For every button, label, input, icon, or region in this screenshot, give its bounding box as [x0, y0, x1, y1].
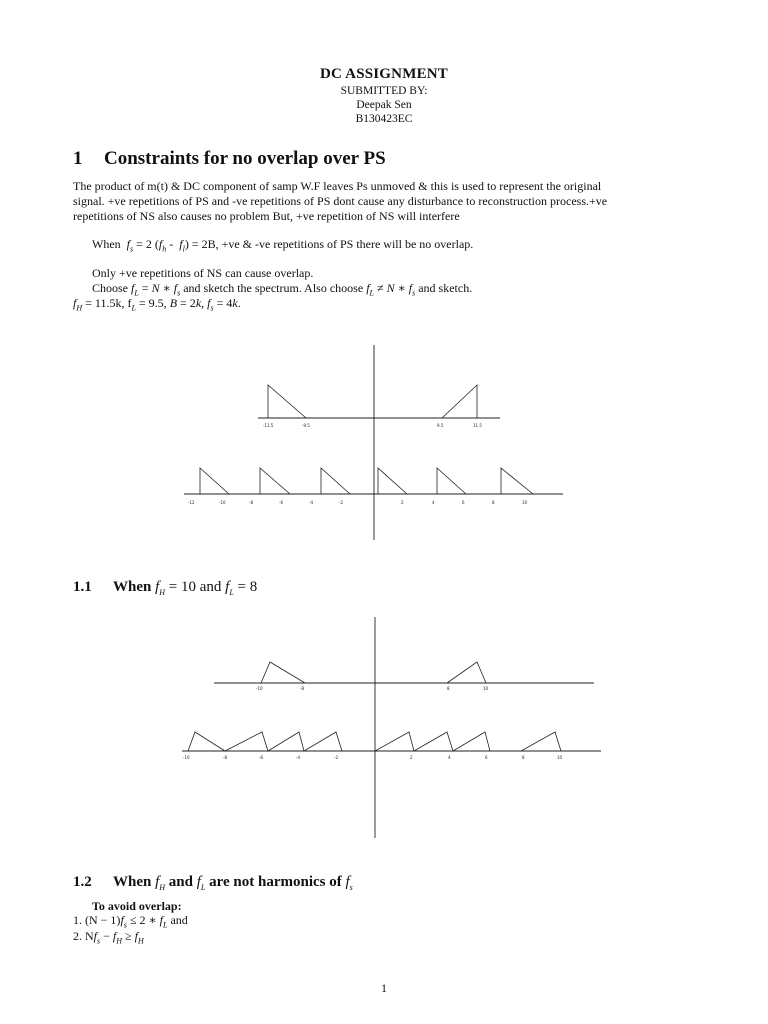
- submitted-by-label: SUBMITTED BY:: [340, 85, 428, 97]
- tick-label: -10: [183, 755, 190, 760]
- avoid-overlap-label: To avoid overlap:: [92, 899, 182, 913]
- author-name: Deepak Sen: [356, 99, 412, 111]
- repetition-shape: [437, 468, 466, 494]
- tick-label: 2: [401, 500, 404, 505]
- tick-label: 10: [557, 755, 563, 760]
- document-title: DC ASSIGNMENT: [319, 66, 449, 82]
- page-number: 1: [381, 981, 387, 995]
- paragraph-line: The product of m(t) & DC component of samp W.F leaves Ps unmoved & this is used to represent the original: [73, 179, 602, 193]
- tick-label: 6: [485, 755, 488, 760]
- roll-number: B130423EC: [355, 113, 413, 125]
- tick-label: 8: [447, 686, 450, 691]
- condition-1: 1. $(N - 1)f_s \le 2$ ∗ $f_L$ and: [73, 913, 188, 930]
- tick-label: -4: [296, 755, 300, 760]
- section-title: Constraints for no overlap over PS: [104, 148, 386, 169]
- tick-label: -11.5: [263, 423, 274, 428]
- repetition-shape: [200, 468, 229, 494]
- tick-label: -6: [279, 500, 283, 505]
- only-ns-line: Only +ve repetitions of NS can cause overlap.: [92, 266, 314, 280]
- tick-label: 10: [522, 500, 528, 505]
- tick-label: -12: [188, 500, 195, 505]
- negative-spectrum-shape-2: [261, 662, 305, 683]
- tick-label: -4: [309, 500, 313, 505]
- positive-spectrum-shape-2: [447, 662, 486, 683]
- tick-label: -10: [219, 500, 226, 505]
- tick-label: -2: [339, 500, 343, 505]
- tick-label: -8: [249, 500, 253, 505]
- tick-label: 4: [432, 500, 435, 505]
- tick-label: 2: [410, 755, 413, 760]
- choose-line: Choose $f_L = N$ ∗ $f_s$ and sketch the spectrum. Also choose $f_L \ne N$ ∗ $f_s$ and sketch.: [92, 281, 473, 298]
- tick-label: 6: [462, 500, 465, 505]
- tick-label: 8: [492, 500, 495, 505]
- tick-label: -9.5: [302, 423, 310, 428]
- repetition-shape: [260, 468, 290, 494]
- paragraph-line: signal. +ve repetitions of PS and -ve repetitions of PS dont cause any disturbance to reconstruction process.+ve: [73, 194, 608, 208]
- tick-label: -6: [259, 755, 263, 760]
- positive-spectrum-shape: [442, 385, 477, 418]
- values-line: $f_H = 11.5k$, $f_L = 9.5$, B = 2k, $f_s = 4k$.: [73, 296, 241, 313]
- paragraph-line: repetitions of NS also causes no problem But, +ve repetition of NS will interfere: [73, 209, 460, 223]
- section-1-2-heading: 1.2 When $f_H$ and $f_L$ are not harmonics of $f_s$: [73, 874, 353, 892]
- tick-label: 10: [483, 686, 489, 691]
- section-1-1-heading: 1.1 When $f_H = 10$ and $f_L = 8$: [73, 579, 258, 597]
- tick-label: -10: [256, 686, 263, 691]
- tick-label: 11.5: [473, 423, 482, 428]
- tick-label: -8: [300, 686, 304, 691]
- tick-label: 9.5: [437, 423, 444, 428]
- negative-spectrum-shape: [268, 385, 306, 418]
- section-number: 1: [73, 148, 83, 169]
- tick-label: 4: [448, 755, 451, 760]
- when-condition-line: When $f_s = 2$ $(f_h - f_l) = 2B$, +ve & -ve repetitions of PS there will be no overlap.: [92, 237, 474, 254]
- tick-label: -2: [334, 755, 338, 760]
- repetition-shape: [501, 468, 533, 494]
- repetition-shape: [321, 468, 350, 494]
- condition-2: 2. $Nf_s - f_H \ge f_H$: [73, 929, 144, 946]
- overlapping-repetitions: [188, 732, 561, 751]
- tick-label: -8: [223, 755, 227, 760]
- repetition-shape: [378, 468, 407, 494]
- tick-label: 8: [522, 755, 525, 760]
